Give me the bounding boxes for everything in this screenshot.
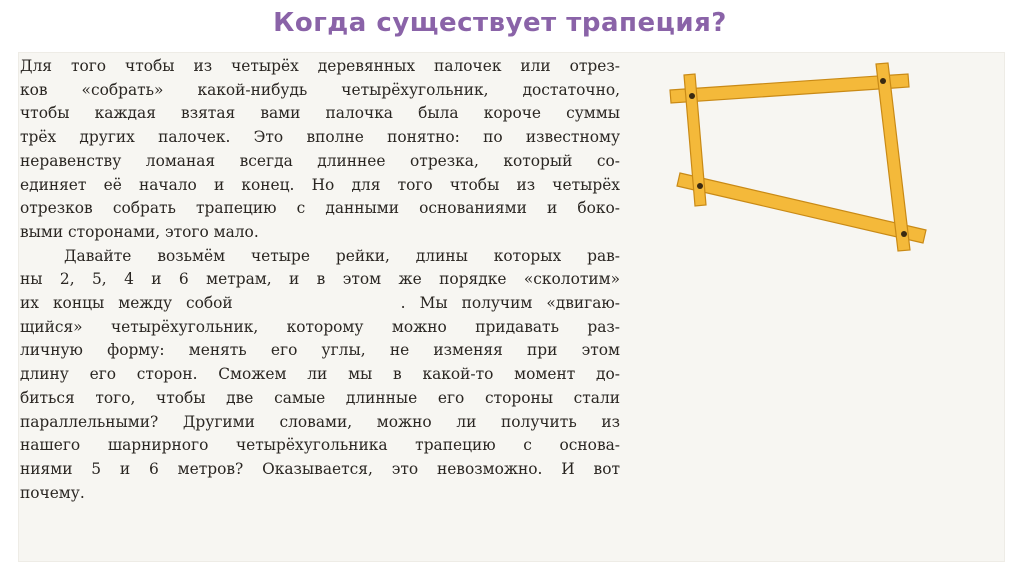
text-line: Для того чтобы из четырёх деревянных палочек или отрез- (20, 57, 620, 75)
paragraph-1 (20, 55, 620, 245)
text-line: ны 2, 5, 4 и 6 метрам, и в этом же порядке «сколотим» (20, 270, 620, 289)
text-line: единяет её начало и конец. Но для того чтобы из четырёх (20, 175, 620, 194)
text-line: чтобы каждая взятая вами палочка была короче суммы (20, 104, 620, 123)
text-line: неравенству ломаная всегда длиннее отрезка, который со- (20, 151, 620, 170)
text-line: биться того, чтобы две самые длинные его стороны стали (20, 388, 620, 407)
text-line: их концы между собой . Мы получим «двигаю- (20, 294, 620, 313)
slide-title: Когда существует трапеция? (273, 8, 727, 38)
pin-bottom-right (901, 231, 907, 237)
pin-top-left (689, 93, 695, 99)
text-line: ков «собрать» какой-нибудь четырёхугольник, достаточно, (20, 80, 620, 99)
pin-bottom-left (697, 183, 703, 189)
text-line: длину его сторон. Сможем ли мы в какой-то момент до- (20, 365, 620, 384)
text-line: нашего шарнирного четырёхугольника трапецию с основа- (20, 436, 620, 455)
text-body (20, 55, 620, 505)
text-line: почему. (20, 483, 85, 502)
top-stick (670, 74, 909, 103)
bottom-stick (677, 173, 926, 243)
wooden-sticks-quadrilateral-icon (664, 60, 934, 260)
pin-top-right (880, 78, 886, 84)
text-line: личную форму: менять его углы, не изменяя при этом (20, 341, 620, 360)
text-line: трёх других палочек. Это вполне понятно: по известному (20, 128, 620, 147)
text-line: щийся» четырёхугольник, которому можно придавать раз- (20, 317, 620, 336)
text-line: Давайте возьмём четыре рейки, длины которых рав- (64, 246, 620, 265)
text-line: ниями 5 и 6 метров? Оказывается, это невозможно. И вот (20, 459, 620, 478)
text-line: отрезков собрать трапецию с данными основаниями и боко- (20, 199, 620, 218)
paragraph-2 (20, 245, 620, 506)
text-line: параллельными? Другими словами, можно ли получить из (20, 412, 620, 431)
text-line: выми сторонами, этого мало. (20, 222, 259, 241)
